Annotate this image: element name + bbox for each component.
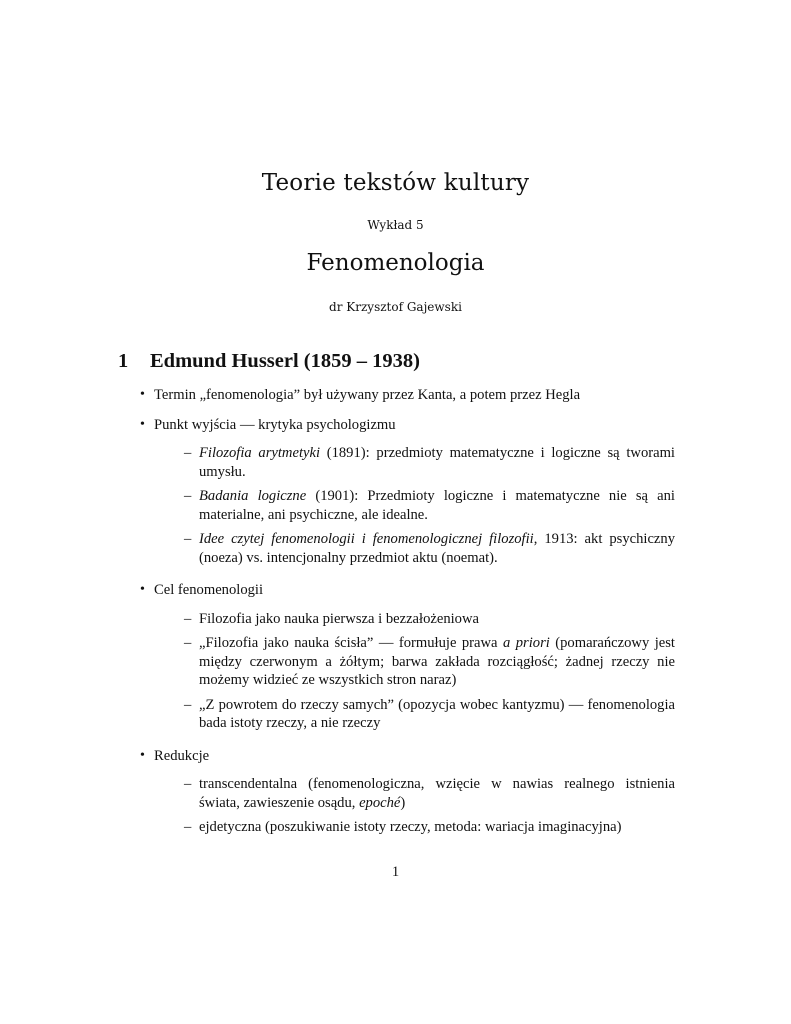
- sub-item-text: Filozofia jako nauka pierwsza i bezzałożeniowa: [199, 610, 479, 627]
- sub-list-item: [154, 634, 675, 690]
- sub-item-text: „Filozofia jako nauka ścisła” — formułuje prawa: [199, 635, 503, 651]
- dash-icon: –: [184, 696, 192, 713]
- document-subtitle: Fenomenologia: [306, 250, 485, 276]
- dash-icon: –: [184, 776, 192, 792]
- sub-item-italic-text: Idee czytej fenomenologii i fenomenologicznej filozofii: [199, 531, 534, 547]
- bullet-icon: •: [140, 416, 145, 432]
- bullet-icon: •: [140, 582, 145, 597]
- list-item: [140, 416, 675, 568]
- list-item: [140, 581, 675, 733]
- dash-icon: –: [184, 531, 192, 547]
- sub-item-text: (1901): Przedmioty logiczne i matematyczne nie są ani materialne, ani psychiczne, ale idealne.: [199, 488, 675, 523]
- bullet-icon: •: [140, 747, 145, 763]
- sub-item-italic-text: a priori: [503, 635, 550, 651]
- sub-item-text: (pomarańczowy jest między czerwonym a żółtym; barwa zakłada rozciągłość; żadnej rzeczy nie możemy widzieć ze wszystkich stron naraz): [199, 635, 675, 688]
- list-item-text: Cel fenomenologii: [154, 582, 264, 598]
- sub-list-item: [154, 696, 675, 733]
- bullet-icon: •: [140, 387, 145, 402]
- lecture-label: Wykład 5: [367, 218, 424, 232]
- document-title: Teorie tekstów kultury: [261, 170, 530, 196]
- sub-list-item: [154, 487, 675, 524]
- section-number: 1: [118, 350, 129, 372]
- sub-list: [154, 610, 675, 733]
- sub-list: [154, 444, 675, 567]
- author-name: dr Krzysztof Gajewski: [329, 300, 462, 314]
- sub-list-item: [154, 610, 675, 629]
- list-item-text: Punkt wyjścia — krytyka psychologizmu: [154, 416, 396, 433]
- dash-icon: –: [184, 488, 192, 504]
- list-item-text: Redukcje: [154, 747, 210, 764]
- dash-icon: –: [184, 610, 192, 627]
- bullet-list: [140, 386, 675, 851]
- page-number: 1: [391, 864, 400, 880]
- sub-list-item: [154, 444, 675, 481]
- dash-icon: –: [184, 819, 192, 835]
- sub-item-text: transcendentalna (fenomenologiczna, wzięcie w nawias realnego istnienia świata, zawieszenie osądu,: [199, 776, 675, 811]
- sub-item-italic-text: epoché: [359, 794, 401, 811]
- sub-item-italic-text: Filozofia arytmetyki: [199, 445, 321, 461]
- list-item: [140, 386, 675, 405]
- sub-item-text: (1891): przedmioty matematyczne i logiczne są tworami umysłu.: [199, 445, 675, 480]
- dash-icon: –: [184, 635, 192, 651]
- dash-icon: –: [184, 445, 192, 461]
- section-heading: [118, 350, 678, 373]
- sub-item-italic-text: Badania logiczne: [199, 488, 307, 504]
- list-item: [140, 747, 675, 837]
- sub-item-text: ): [400, 794, 406, 811]
- sub-item-text: , 1913: akt psychiczny (noeza) vs. intencjonalny przedmiot aktu (noemat).: [199, 531, 675, 566]
- sub-list-item: [154, 775, 675, 812]
- sub-list-item: [154, 530, 675, 567]
- sub-item-text: „Z powrotem do rzeczy samych” (opozycja wobec kantyzmu) — fenomenologia bada istoty rzeczy, a nie rzeczy: [199, 696, 675, 731]
- sub-list-item: [154, 818, 675, 837]
- list-item-text: Termin „fenomenologia” był używany przez Kanta, a potem przez Hegla: [154, 387, 581, 403]
- sub-item-text: ejdetyczna (poszukiwanie istoty rzeczy, metoda: wariacja imaginacyjna): [199, 819, 622, 835]
- sub-list: [154, 775, 675, 837]
- section-title: Edmund Husserl (1859 – 1938): [150, 350, 420, 372]
